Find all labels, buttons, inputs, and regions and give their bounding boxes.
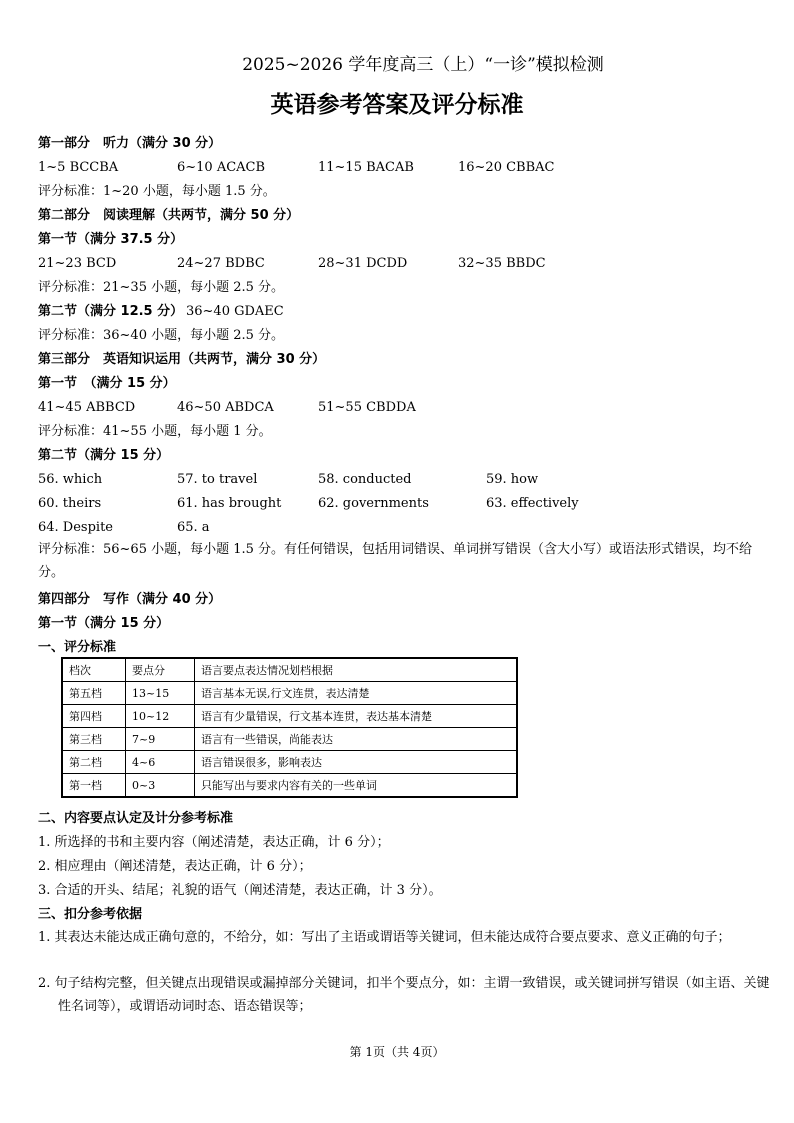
answer-group: 6~10 ACACB: [177, 160, 266, 175]
answer-group: 46~50 ABDCA: [177, 400, 274, 415]
part2-heading: 第二部分 阅读理解（共两节，满分 50 分）: [38, 208, 300, 223]
table-row: [62, 774, 517, 798]
answer-group: 11~15 BACAB: [318, 160, 414, 175]
table-cell: 语言错误很多，影响表达: [195, 751, 518, 774]
fill-answer: 65. a: [177, 520, 210, 535]
part3-section1-scoring: 评分标准：41~55 小题，每小题 1 分。: [38, 424, 272, 439]
table-cell: 第三档: [62, 728, 126, 751]
point-item: 3. 合适的开头、结尾；礼貌的语气（阐述清楚，表达正确，计 3 分）。: [38, 883, 442, 898]
answer-group: 24~27 BDBC: [177, 256, 265, 271]
part3-section2-scoring: 评分标准：56~65 小题，每小题 1.5 分。有任何错误，包括用词错误、单词拼写错误（含大小写）或语法形式错误，均不给分。: [38, 542, 753, 580]
part3-section2-heading: 第二节（满分 15 分）: [38, 448, 170, 463]
page-footer: 第 1页（共 4页）: [349, 1045, 445, 1059]
table-header-row: [62, 658, 517, 682]
document-title: 英语参考答案及评分标准: [270, 92, 524, 118]
answer-group: 1~5 BCCBA: [38, 160, 119, 175]
table-cell: 语言基本无误,行文连贯，表达清楚: [195, 682, 518, 705]
table-row: [62, 682, 517, 705]
fill-answer: 63. effectively: [486, 496, 579, 511]
table-cell: 语言有一些错误，尚能表达: [195, 728, 518, 751]
table-header-cell: 要点分: [126, 658, 195, 682]
answer-group: 51~55 CBDDA: [318, 400, 416, 415]
section-label: 第一节（满分 37.5 分）: [38, 232, 184, 247]
fill-answer: 59. how: [486, 472, 539, 487]
grading-table: [61, 657, 518, 798]
table-cell: 第一档: [62, 774, 126, 798]
table-cell: 13~15: [126, 682, 195, 705]
part1-scoring: 评分标准：1~20 小题，每小题 1.5 分。: [38, 184, 276, 199]
fill-answer: 60. theirs: [38, 496, 102, 511]
fill-answer: 57. to travel: [177, 472, 258, 487]
fill-answer: 58. conducted: [318, 472, 412, 487]
deduction-heading: 三、扣分参考依据: [38, 907, 143, 922]
table-cell: 0~3: [126, 774, 195, 798]
answer-group: 28~31 DCDD: [318, 256, 408, 271]
deduction-item: 2. 句子结构完整，但关键点出现错误或漏掉部分关键词，扣半个要点分，如：主谓一致错误，或关键词拼写错误（如主语、关键性名词等），或谓语动词时态、语态错误等；: [38, 976, 770, 1014]
part2-section1-heading: [38, 231, 183, 249]
section-label: 第二节（满分 12.5 分）: [38, 304, 184, 319]
part3-heading: 第三部分 英语知识运用（共两节，满分 30 分）: [38, 352, 326, 367]
table-header-cell: 档次: [62, 658, 126, 682]
fill-answer: 56. which: [38, 472, 103, 487]
answer-group: 16~20 CBBAC: [458, 160, 555, 175]
part4-section1-heading: 第一节（满分 15 分）: [38, 616, 170, 631]
table-row: [62, 705, 517, 728]
answer-group: 21~23 BCD: [38, 256, 117, 271]
part2-section1-scoring: 评分标准：21~35 小题，每小题 2.5 分。: [38, 280, 285, 295]
answer-group: 36~40 GDAEC: [186, 304, 284, 319]
point-item: 1. 所选择的书和主要内容（阐述清楚，表达正确，计 6 分）；: [38, 835, 390, 850]
table-cell: 第二档: [62, 751, 126, 774]
part3-section1-heading: 第一节 （满分 15 分）: [38, 376, 176, 391]
part1-heading: 第一部分 听力（满分 30 分）: [38, 136, 222, 151]
answer-group: 32~35 BBDC: [458, 256, 546, 271]
answer-group: 41~45 ABBCD: [38, 400, 136, 415]
points-heading: 二、内容要点认定及计分参考标准: [38, 811, 234, 826]
table-cell: 第五档: [62, 682, 126, 705]
part2-section2-scoring: 评分标准：36~40 小题，每小题 2.5 分。: [38, 328, 285, 343]
table-cell: 4~6: [126, 751, 195, 774]
fill-answer: 64. Despite: [38, 520, 113, 535]
point-item: 2. 相应理由（阐述清楚，表达正确，计 6 分）；: [38, 859, 312, 874]
part4-heading: 第四部分 写作（满分 40 分）: [38, 592, 222, 607]
fill-answer: 61. has brought: [177, 496, 282, 511]
table-cell: 语言有少量错误，行文基本连贯，表达基本清楚: [195, 705, 518, 728]
table-cell: 只能写出与要求内容有关的一些单词: [195, 774, 518, 798]
table-row: [62, 728, 517, 751]
table-cell: 第四档: [62, 705, 126, 728]
table-header-cell: 语言要点表达情况划档根据: [195, 658, 518, 682]
criteria-heading: 一、评分标准: [38, 640, 117, 655]
exam-title: 2025~2026 学年度高三（上）“一诊”模拟检测: [242, 55, 604, 75]
table-row: [62, 751, 517, 774]
deduction-item: 1. 其表达未能达成正确句意的，不给分，如：写出了主语或谓语等关键词，但未能达成符合要点要求、意义正确的句子；: [38, 930, 731, 945]
table-cell: 10~12: [126, 705, 195, 728]
table-cell: 7~9: [126, 728, 195, 751]
fill-answer: 62. governments: [318, 496, 429, 511]
